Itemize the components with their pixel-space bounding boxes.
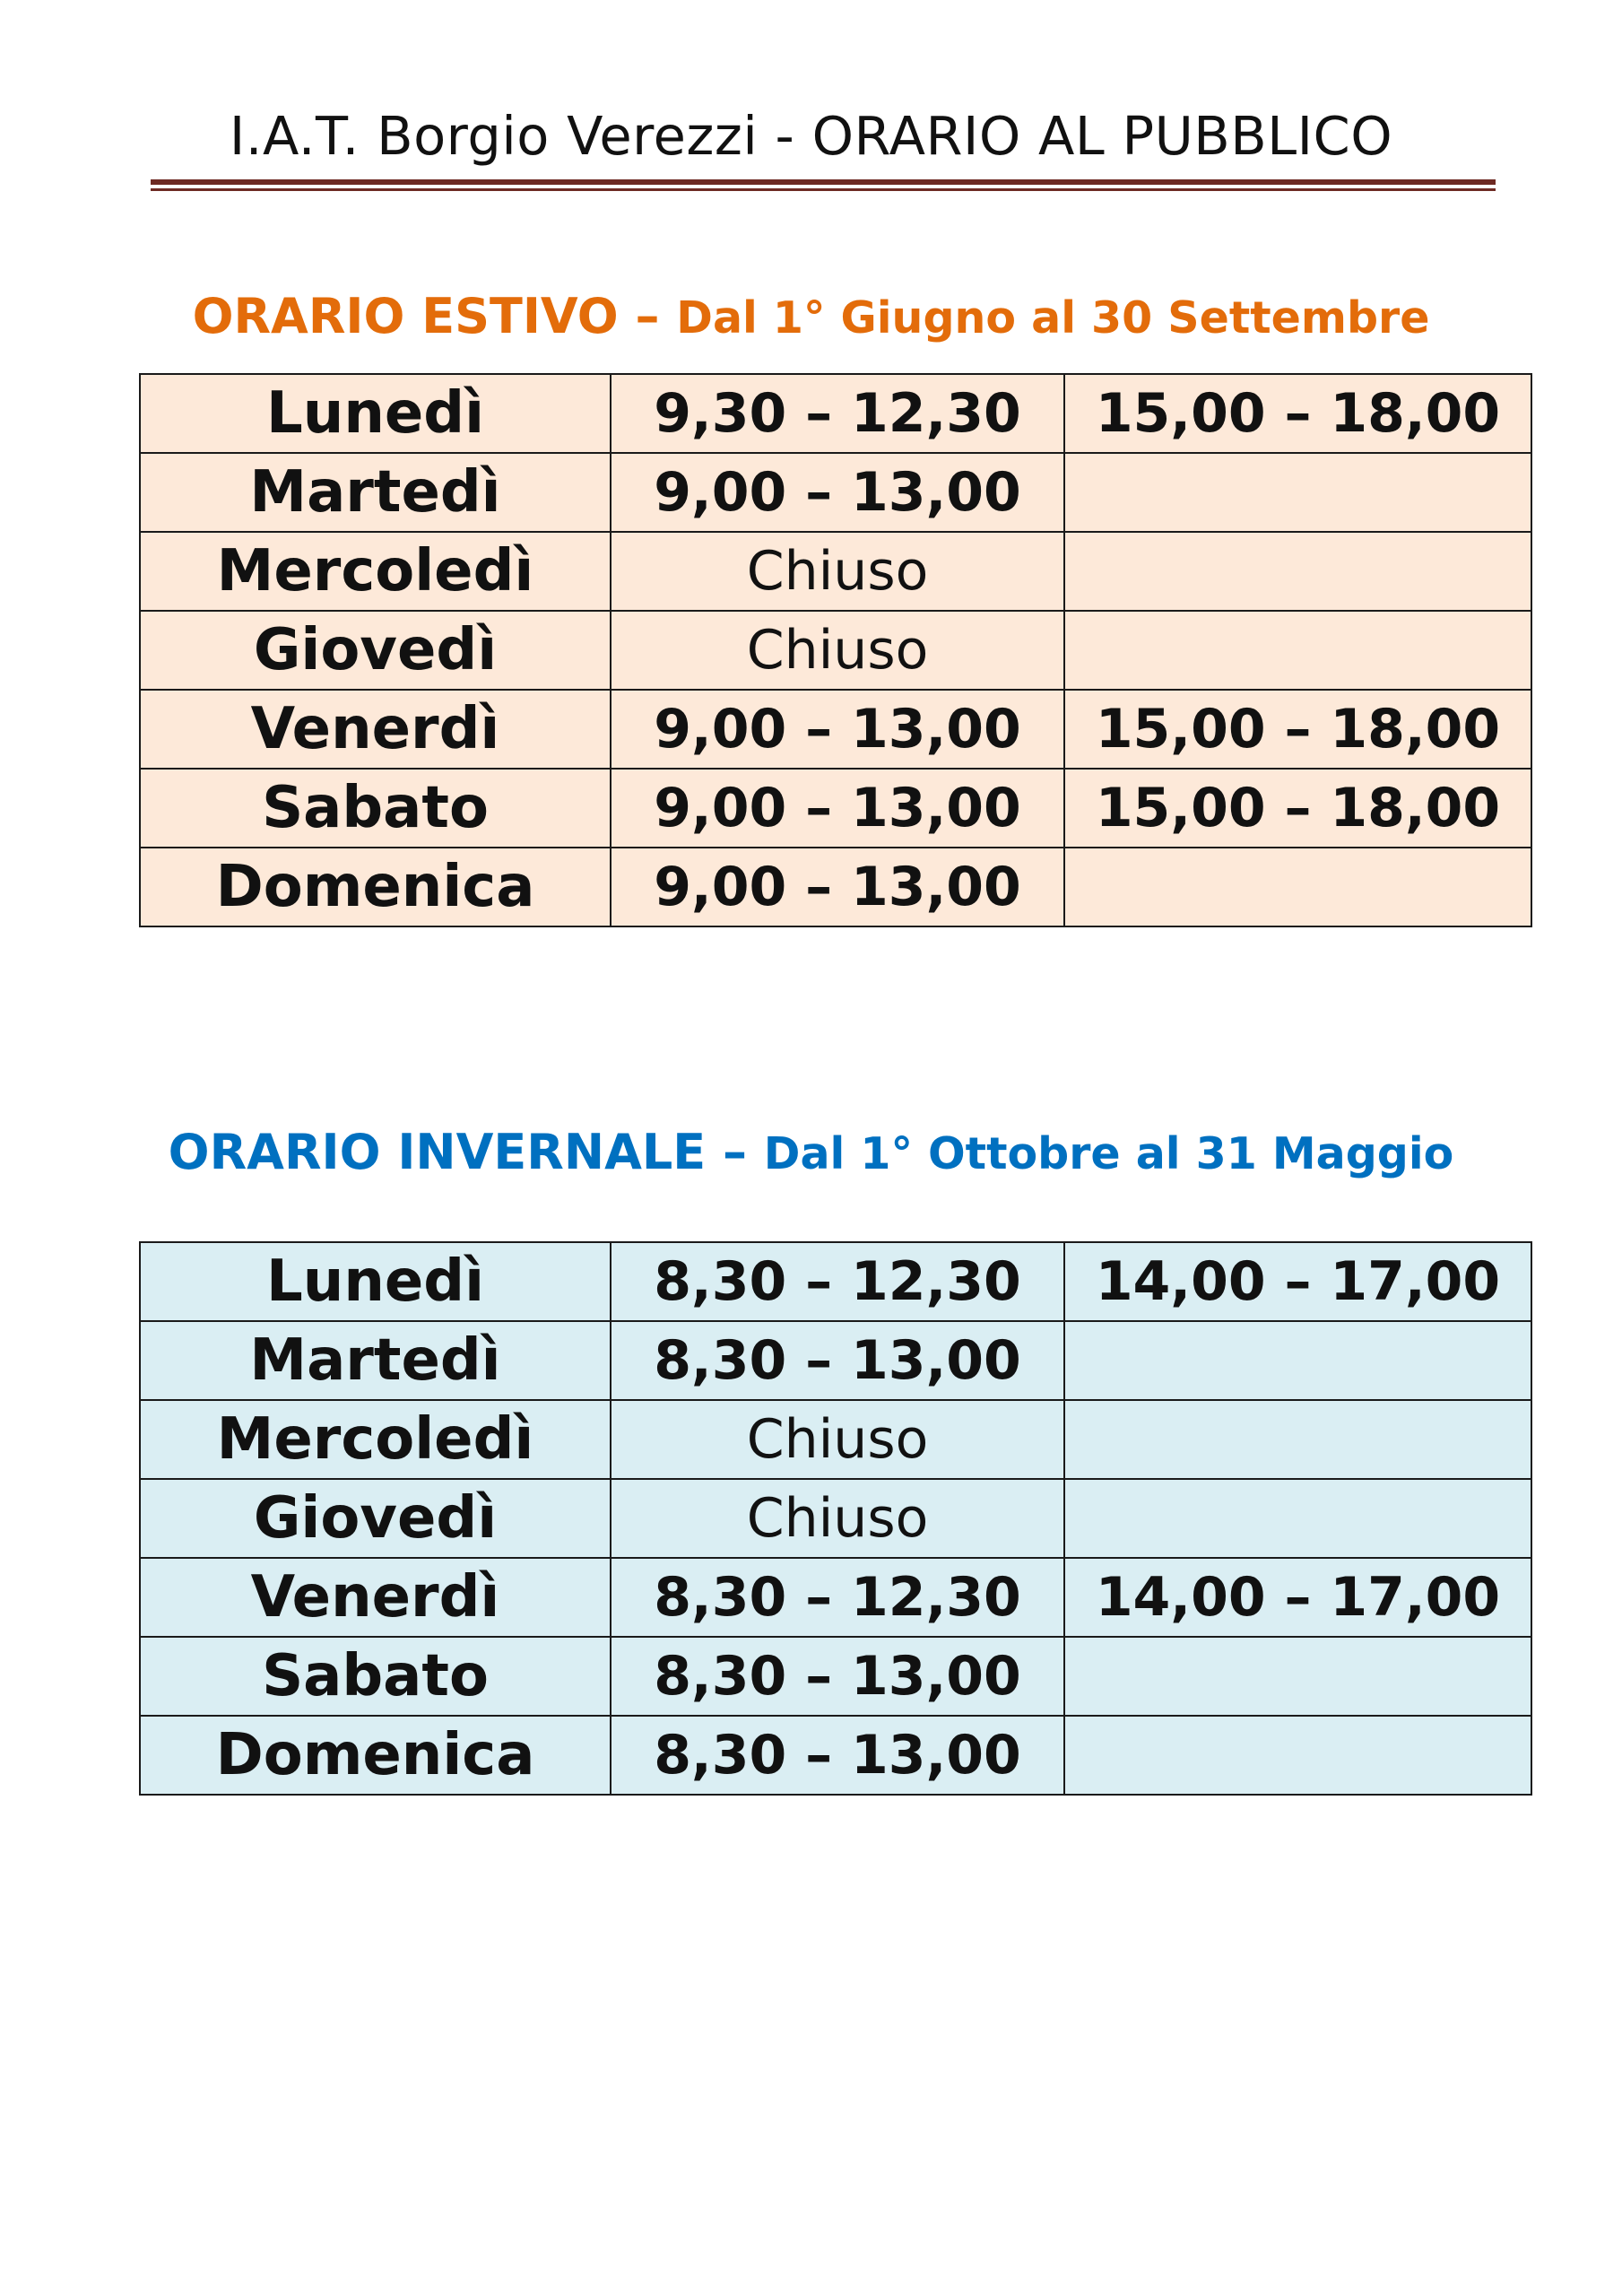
summer-row-domenica: [140, 848, 1531, 926]
summer-morning-domenica: 9,00 – 13,00: [611, 848, 1064, 926]
winter-schedule-table: [139, 1241, 1532, 1796]
summer-afternoon-giovedi: [1064, 611, 1531, 690]
winter-morning-venerdi: 8,30 – 12,30: [611, 1558, 1064, 1637]
summer-row-giovedi: [140, 611, 1531, 690]
winter-row-domenica: [140, 1716, 1531, 1795]
summer-afternoon-domenica: [1064, 848, 1531, 926]
summer-morning-lunedi: 9,30 – 12,30: [611, 374, 1064, 453]
summer-day-domenica: Domenica: [140, 848, 611, 926]
winter-afternoon-domenica: [1064, 1716, 1531, 1795]
winter-day-lunedi: Lunedì: [140, 1242, 611, 1321]
page-title: I.A.T. Borgio Verezzi - ORARIO AL PUBBLICO: [229, 105, 1393, 167]
summer-day-giovedi: Giovedì: [140, 611, 611, 690]
winter-afternoon-venerdi: 14,00 – 17,00: [1064, 1558, 1531, 1637]
winter-heading-separator: –: [706, 1124, 764, 1180]
summer-row-martedi: [140, 453, 1531, 532]
winter-day-domenica: Domenica: [140, 1716, 611, 1795]
winter-row-lunedi: [140, 1242, 1531, 1321]
summer-row-mercoledi: [140, 532, 1531, 611]
summer-row-venerdi: [140, 690, 1531, 769]
winter-row-venerdi: [140, 1558, 1531, 1637]
winter-afternoon-giovedi: [1064, 1479, 1531, 1558]
summer-afternoon-sabato: 15,00 – 18,00: [1064, 769, 1531, 848]
summer-heading: [0, 285, 1622, 360]
summer-morning-sabato: 9,00 – 13,00: [611, 769, 1064, 848]
winter-morning-mercoledi: Chiuso: [611, 1400, 1064, 1479]
summer-schedule-table: [139, 373, 1532, 927]
winter-row-martedi: [140, 1321, 1531, 1400]
winter-heading-date-range: Dal 1° Ottobre al 31 Maggio: [763, 1128, 1454, 1179]
winter-row-sabato: [140, 1637, 1531, 1716]
winter-afternoon-mercoledi: [1064, 1400, 1531, 1479]
winter-day-giovedi: Giovedì: [140, 1479, 611, 1558]
winter-day-mercoledi: Mercoledì: [140, 1400, 611, 1479]
winter-row-giovedi: [140, 1479, 1531, 1558]
summer-day-mercoledi: Mercoledì: [140, 532, 611, 611]
summer-heading-title: ORARIO ESTIVO: [192, 288, 619, 344]
winter-day-venerdi: Venerdì: [140, 1558, 611, 1637]
summer-row-sabato: [140, 769, 1531, 848]
summer-heading-separator: –: [618, 288, 677, 344]
summer-morning-venerdi: 9,00 – 13,00: [611, 690, 1064, 769]
winter-morning-martedi: 8,30 – 13,00: [611, 1321, 1064, 1400]
summer-afternoon-mercoledi: [1064, 532, 1531, 611]
winter-afternoon-lunedi: 14,00 – 17,00: [1064, 1242, 1531, 1321]
winter-morning-lunedi: 8,30 – 12,30: [611, 1242, 1064, 1321]
winter-morning-domenica: 8,30 – 13,00: [611, 1716, 1064, 1795]
summer-afternoon-martedi: [1064, 453, 1531, 532]
summer-afternoon-lunedi: 15,00 – 18,00: [1064, 374, 1531, 453]
winter-heading: [0, 1121, 1622, 1196]
winter-afternoon-sabato: [1064, 1637, 1531, 1716]
winter-day-martedi: Martedì: [140, 1321, 611, 1400]
summer-morning-mercoledi: Chiuso: [611, 532, 1064, 611]
summer-row-lunedi: [140, 374, 1531, 453]
winter-afternoon-martedi: [1064, 1321, 1531, 1400]
title-underline: [151, 179, 1496, 191]
summer-day-lunedi: Lunedì: [140, 374, 611, 453]
summer-afternoon-venerdi: 15,00 – 18,00: [1064, 690, 1531, 769]
summer-day-martedi: Martedì: [140, 453, 611, 532]
summer-heading-date-range: Dal 1° Giugno al 30 Settembre: [676, 292, 1430, 344]
summer-morning-giovedi: Chiuso: [611, 611, 1064, 690]
winter-morning-sabato: 8,30 – 13,00: [611, 1637, 1064, 1716]
winter-heading-title: ORARIO INVERNALE: [168, 1124, 707, 1180]
summer-day-sabato: Sabato: [140, 769, 611, 848]
winter-row-mercoledi: [140, 1400, 1531, 1479]
winter-day-sabato: Sabato: [140, 1637, 611, 1716]
summer-morning-martedi: 9,00 – 13,00: [611, 453, 1064, 532]
winter-morning-giovedi: Chiuso: [611, 1479, 1064, 1558]
summer-day-venerdi: Venerdì: [140, 690, 611, 769]
